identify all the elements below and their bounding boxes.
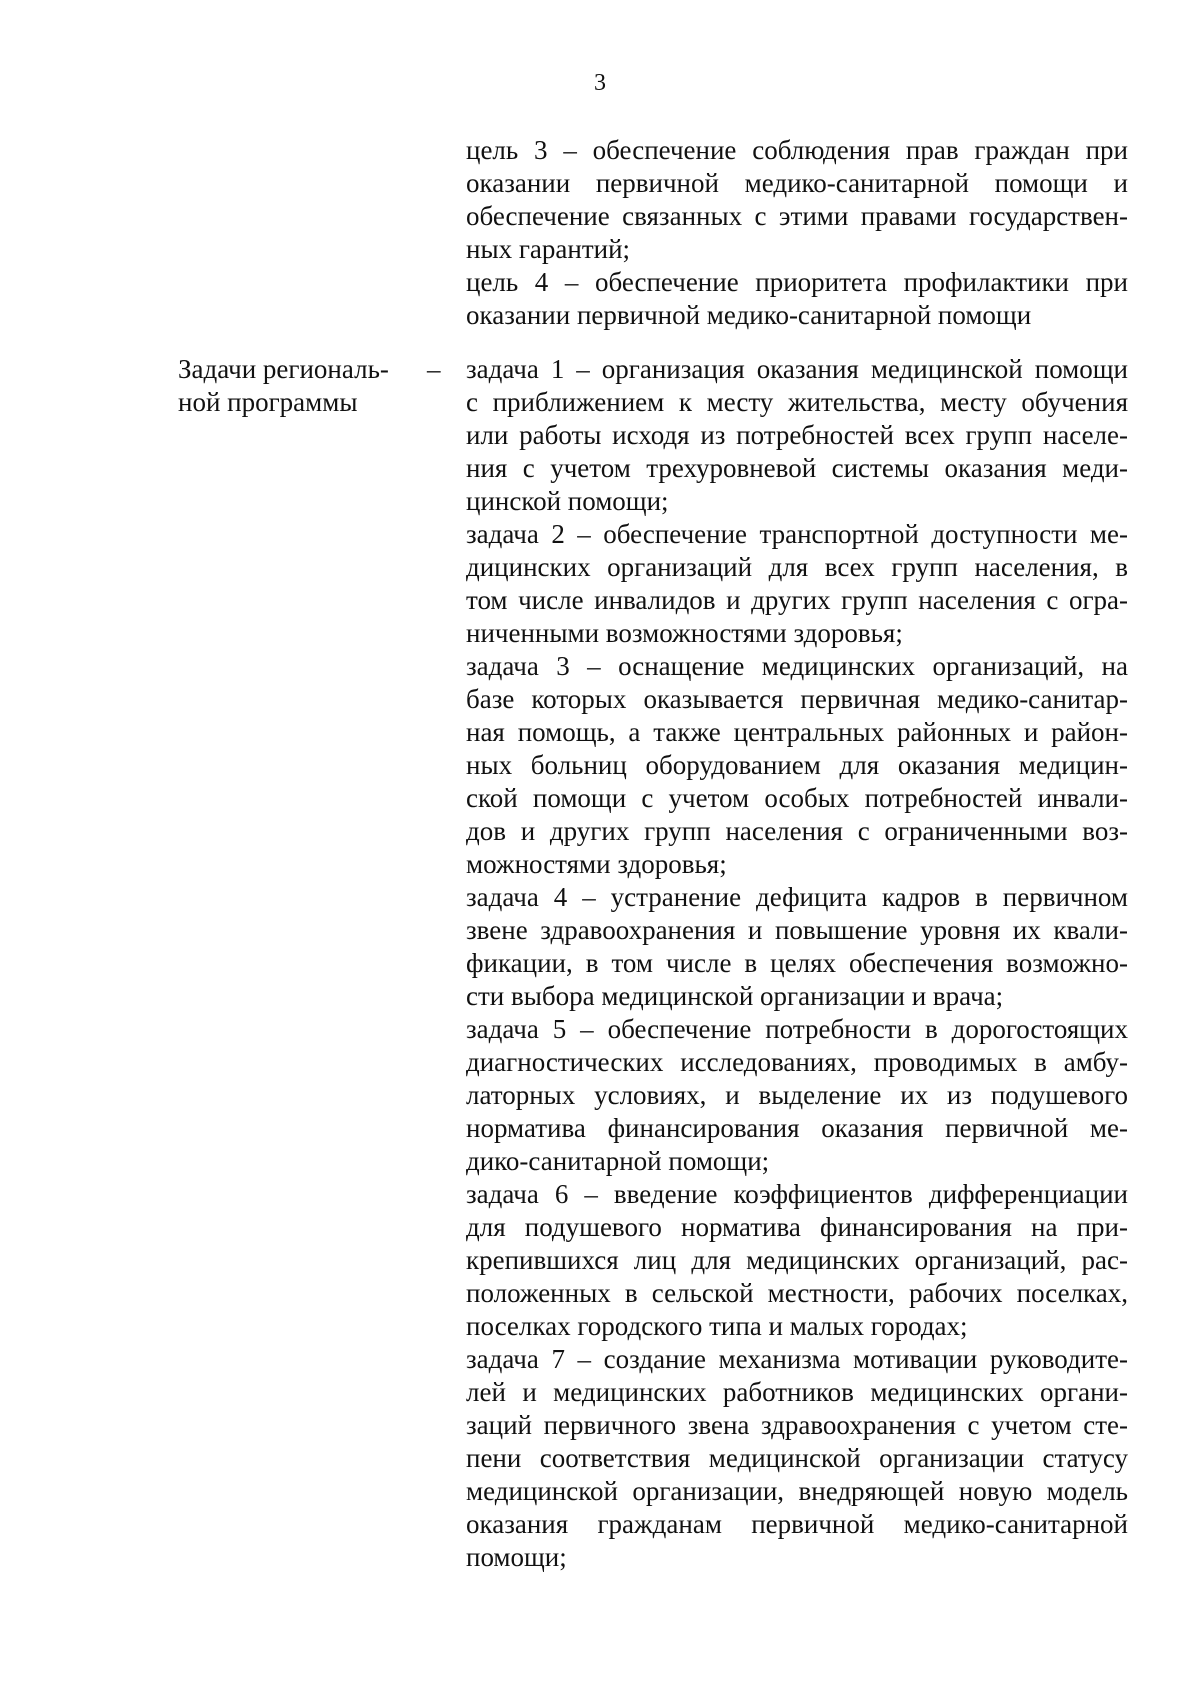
- task-paragraph: [466, 518, 1128, 650]
- task-paragraph: [466, 353, 1128, 518]
- text-line: ниченными возможностями здоровья;: [466, 618, 903, 648]
- text-line: ная помощь, а также центральных районных и район-: [466, 717, 1128, 747]
- text-line: дов и других групп населения с ограниченными воз-: [466, 816, 1128, 846]
- text-line: ных больниц оборудованием для оказания медицин-: [466, 750, 1128, 780]
- text-line: можностями здоровья;: [466, 849, 727, 879]
- goal-paragraph: [466, 134, 1128, 266]
- text-line: для подушевого норматива финансирования на при-: [466, 1212, 1128, 1242]
- text-line: поселках городского типа и малых городах;: [466, 1311, 968, 1341]
- text-line: базе которых оказывается первичная медико-санитар-: [466, 684, 1128, 714]
- text-line: заций первичного звена здравоохранения с учетом сте-: [466, 1410, 1128, 1440]
- text-line: или работы исходя из потребностей всех групп населе-: [466, 420, 1128, 450]
- text-line: цинской помощи;: [466, 486, 669, 516]
- text-line: диагностических исследованиях, проводимых в амбу-: [466, 1047, 1128, 1077]
- text-line: задача 6 – введение коэффициентов дифференциации: [466, 1179, 1128, 1209]
- text-line: ных гарантий;: [466, 234, 631, 264]
- text-line: положенных в сельской местности, рабочих поселках,: [466, 1278, 1128, 1308]
- text-line: сти выбора медицинской организации и врача;: [466, 981, 1004, 1011]
- label-dash: –: [427, 354, 441, 384]
- tasks-label: [178, 353, 418, 419]
- text-line: пени соответствия медицинской организации статусу: [466, 1443, 1128, 1473]
- task-paragraph: [466, 1178, 1128, 1343]
- text-line: том числе инвалидов и других групп населения с огра-: [466, 585, 1128, 615]
- text-line: цель 3 – обеспечение соблюдения прав граждан при: [466, 135, 1128, 165]
- goals-column: [466, 134, 1128, 332]
- task-paragraph: [466, 881, 1128, 1013]
- text-line: дико-санитарной помощи;: [466, 1146, 770, 1176]
- text-line: обеспечение связанных с этими правами государствен-: [466, 201, 1128, 231]
- task-paragraph: [466, 1013, 1128, 1178]
- text-line: задача 2 – обеспечение транспортной доступности ме-: [466, 519, 1128, 549]
- text-line: фикации, в том числе в целях обеспечения возможно-: [466, 948, 1128, 978]
- text-line: задача 7 – создание механизма мотивации руководите-: [466, 1344, 1128, 1374]
- text-line: помощи;: [466, 1542, 567, 1572]
- task-paragraph: [466, 1343, 1128, 1574]
- text-line: медицинской организации, внедряющей новую модель: [466, 1476, 1128, 1506]
- text-line: с приближением к месту жительства, месту обучения: [466, 387, 1128, 417]
- goal-paragraph: [466, 266, 1128, 332]
- tasks-label-line: Задачи региональ-: [178, 354, 389, 384]
- page-number: 3: [594, 70, 606, 96]
- text-line: оказания гражданам первичной медико-санитарной: [466, 1509, 1128, 1539]
- text-line: лей и медицинских работников медицинских органи-: [466, 1377, 1128, 1407]
- text-line: оказании первичной медико-санитарной помощи и: [466, 168, 1128, 198]
- text-line: задача 4 – устранение дефицита кадров в первичном: [466, 882, 1128, 912]
- text-line: задача 3 – оснащение медицинских организаций, на: [466, 651, 1128, 681]
- text-line: оказании первичной медико-санитарной помощи: [466, 300, 1032, 330]
- tasks-label-line: ной программы: [178, 387, 358, 417]
- text-line: крепившихся лиц для медицинских организаций, рас-: [466, 1245, 1128, 1275]
- tasks-column: [466, 353, 1128, 1574]
- text-line: латорных условиях, и выделение их из подушевого: [466, 1080, 1128, 1110]
- text-line: задача 1 – организация оказания медицинской помощи: [466, 354, 1128, 384]
- text-line: звене здравоохранения и повышение уровня их квали-: [466, 915, 1128, 945]
- task-paragraph: [466, 650, 1128, 881]
- text-line: ния с учетом трехуровневой системы оказания меди-: [466, 453, 1128, 483]
- text-line: ской помощи с учетом особых потребностей инвали-: [466, 783, 1128, 813]
- text-line: цель 4 – обеспечение приоритета профилактики при: [466, 267, 1128, 297]
- text-line: задача 5 – обеспечение потребности в дорогостоящих: [466, 1014, 1128, 1044]
- text-line: норматива финансирования оказания первичной ме-: [466, 1113, 1128, 1143]
- text-line: дицинских организаций для всех групп населения, в: [466, 552, 1128, 582]
